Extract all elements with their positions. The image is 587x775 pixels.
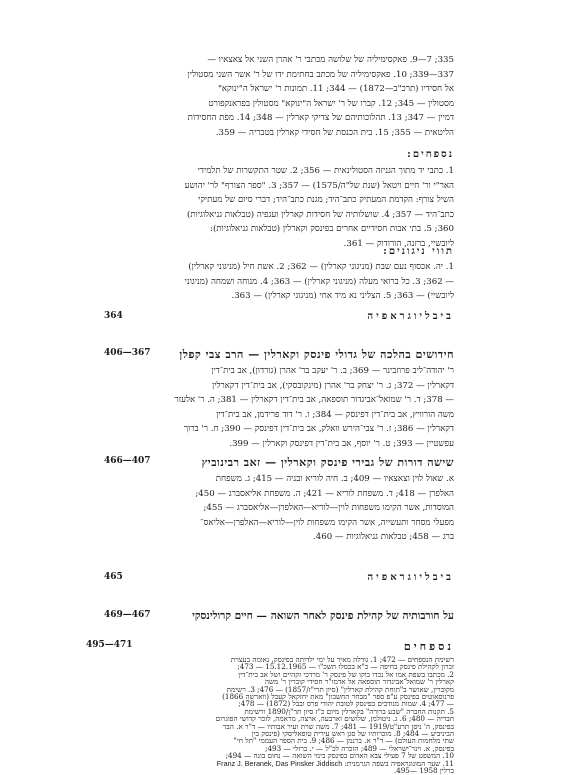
text-line: — 362; 3. כל ברואי מעלה (מניגוני קארלין) — 363; 4. מנוחה ושמחה (מניגוני bbox=[184, 276, 454, 287]
page-range: 495—471 bbox=[86, 640, 133, 650]
text-line: עפשטיין — 393; ט. ר' יוסף, אב בית־דין דפינסק וקארלין — 399. bbox=[229, 438, 454, 449]
chapter-title: על חורבותיה של קהילת פינסק לאחר השואה — חיים קרולינסקי bbox=[192, 610, 454, 622]
text-line: דקארלין — 386; ז. ר' צבי־הירש וואלק, אב בית־דין דפינסק — 390; ח. ר' ברוך bbox=[183, 424, 454, 435]
text-line: מקוברין, שאושר ב"תוחת קהילת קארלין" (סיון תרי"ז/1857) — 476; 3. רשימת bbox=[226, 684, 454, 694]
supplements-list bbox=[157, 164, 454, 252]
item11-prefix: 11. שער המונוגראפיה בשפה הגרמנית: bbox=[344, 758, 454, 768]
text-line: 335; 7—9. פאקסימיליה של שלושה מכתבי ר' אהרן השני אל צאצאיו — bbox=[207, 55, 454, 65]
text-line: פרנוסאוטים בפינסק ע"פ ספר "מבחר החשבון" מאת יחזקאל קעבל (ווארשה 1866) bbox=[222, 692, 454, 702]
melodies-heading: תווי ניגונים: bbox=[383, 246, 454, 257]
text-line: בפינסק, ה' ניסן תרע"ט/1919 — 481; 7. משה שרת ועיר אבותיו — ד"ר א. הבר bbox=[222, 721, 454, 731]
text-line: זכרון לקהילת פינסק בחיפה — כ"א בכסלו תשכ"ו — 15.12.1965 — 473; bbox=[237, 662, 454, 672]
melodies-list bbox=[157, 260, 454, 304]
supplements-list bbox=[140, 656, 454, 775]
text-line: האלפרן — 418; ד. משפחת לוריא — 421; ה. משפחת אליאסברג — 450; bbox=[195, 488, 454, 499]
text-line: הליטאית — 355; 15. בית הכנסת של חסידי קארלין בטבריה — 359. bbox=[215, 127, 454, 138]
supplements-heading: נספחים bbox=[403, 640, 454, 653]
text-line: 1. יה. אכסוף נעם שבת (מניגוני קארלין) — 362; 2. אשת חיל (מניגוני קארלין) bbox=[188, 262, 454, 272]
text-line: בפינסק, א. וינר־ישראלי — 489; הזכרה לכ"ל — י. ברזלי — 493; bbox=[265, 743, 454, 753]
text-line: כתב־היד — 357; 4. שושלותיה של חסידות קארלין ועגפיה (טבלאות גניאלוגיות) bbox=[186, 209, 454, 220]
text-line: הביניביע — 484; 8. מוכרותיו של סגן ראש עירית טופאליסקי (פינסק בין bbox=[251, 729, 454, 739]
text-line: אל חסידיו (תרכ"ב—1872) — 344; 11. תמונות ר' ישראל ה"ינוקא" bbox=[217, 84, 454, 95]
illustrations-list bbox=[157, 53, 454, 141]
text-line: מפעלי מסחר ותעשייה, אשר הקימו משפחות לוין—לוריא—האלפרן—אליאס־ bbox=[200, 517, 454, 528]
page-range: 406—367 bbox=[104, 348, 151, 358]
chapter-title: חידושים בהלכה של גדולי פינסק וקארלין — הרב צבי קפלן bbox=[179, 348, 454, 361]
text-line: 360; 5. בתי אבות חסידיים אחרים בפינסק וקארלין (טבלאות גניאלוגיות): bbox=[210, 224, 454, 235]
page-range: 466—407 bbox=[104, 456, 151, 466]
bibliography-heading: ביבליוגראפיה bbox=[367, 572, 454, 583]
page-number: 364 bbox=[104, 311, 123, 321]
supplements-heading: נספחים: bbox=[407, 149, 454, 160]
text-line: השיל צורף: הקדמת המעתיק כתב־היד; מגנת כתב־היד; דברי סיום של מעתיקי bbox=[198, 195, 454, 206]
text-line: קארלין ר' שמואל־אביגדור תוספאה אל אדמו"ר חסידי קוברין ר' משה bbox=[264, 677, 454, 687]
text-line: ברג — 458; טבלאות גניאלוגיות — 460. bbox=[313, 532, 454, 543]
text-line bbox=[140, 760, 454, 767]
text-line: רשימת הנספחים — 472; 1. גודלה מאיר על ימי ילדותה בפינסק, נאומה בעצרת bbox=[230, 655, 454, 664]
text-line: ליובשיי) — 363; 5. הצליני נא מיד אחי (מניגוני קארלין) — 363. bbox=[231, 291, 454, 302]
text-line: ליובשיי, ברזנה, הורודוק — 361. bbox=[343, 238, 454, 249]
text-line: המוסדות, אשר הקימו משפחות לוין—לוריא—האלפרן—אליאסברג — 455; bbox=[203, 503, 454, 514]
text-line: 1. כתבי יד מתוך הגניזה הסטולינאית — 356; 2. שטר התקשרות של תלמידי bbox=[197, 166, 454, 176]
item11-german-title: Franz J. Beranek, Das Pinsker Jiddisch bbox=[216, 758, 343, 768]
text-line: — 477; 4. שמות מנודבים בפינסק לטובת יהודי פרס ובבל (1872) — 478; bbox=[238, 699, 454, 709]
text-line: משה הורוויץ, אב בית־דין דפינסק — 384; ו. ר' דוד פרידמן, אב בית־דין bbox=[216, 409, 454, 420]
bibliography-heading: ביבליוגראפיה bbox=[367, 311, 454, 322]
page-range: 469—467 bbox=[104, 610, 151, 620]
text-line: ר' יהודה־ליב פרוזבינר — 369; ב. ר' יעקב בר' אהרן (גורדון), אב בית־דין bbox=[211, 366, 454, 376]
text-line: מסטולין — 345; 12. קברו של ר' ישראל ה"ינוקא" מסטולין בפראנקפורט bbox=[208, 98, 454, 109]
chapter-contents bbox=[157, 364, 454, 452]
chapter-title: שישה דורות של גבירי פינסק וקארלין — זאב רבינוביץ bbox=[201, 456, 454, 469]
chapter-contents bbox=[157, 472, 454, 545]
text-line: דקארלין — 372; ג. ר' יצחק בר' אהרן (מינקובסקי), אב בית־דין דקארלין bbox=[212, 380, 454, 391]
text-line: א. שאול לוין וצאצאיו — 409; ב. חיה לוריא ובניה — 415; ג. משפחת bbox=[215, 474, 454, 484]
text-line: — 378; ד. ר' שמואל־אביגדור תוספאה, אב בית־דין דקארלין — 381; ה. ר' אלעזר bbox=[174, 395, 454, 406]
text-line: 10. המשפט של 7 פעילי צבא האדום בפינסק בימי השואה — נחום בונה — 494; bbox=[225, 751, 454, 761]
text-line: שתי מלחמות העולם) — ד"ר א. ברנמן — 486; 9. בית הספר העממי "תל חי" bbox=[233, 736, 454, 746]
text-line: ברלין 1958 —495. bbox=[393, 766, 454, 775]
text-line: 5. תקנות החברה "שבע ברורה" בקארלין מיום כ"ז סיון תר"ן/1890 ורשימת bbox=[244, 706, 454, 716]
text-line: 2. מכתבו בשפת אמו אל נכדו בוקו של פינסק ר' מרדכי זקהיים ושל אב בית־דין bbox=[238, 669, 454, 679]
text-line: האר"י ור' חיים ויטאל (שנת של"ה/1575) — 357; 3. "ספר הצורף" לר' יהושע bbox=[184, 180, 454, 191]
text-line: חבריה — 480; 6. ג. ניטולמן, שלושים וארבעה, ארצה, מראמה, לזכר קדושי הפוגרום bbox=[215, 714, 454, 724]
page-number: 465 bbox=[104, 572, 123, 582]
text-line: דמיין — 347; 13. תהלוכותיהם של צדיקי קארלין — 348; 14. מפת החסידות bbox=[187, 113, 454, 124]
text-line: 337—339; 10. פאקסימיליה של מכתב בחתימת ידו של ר' אשר השני מסטולין bbox=[187, 69, 454, 80]
